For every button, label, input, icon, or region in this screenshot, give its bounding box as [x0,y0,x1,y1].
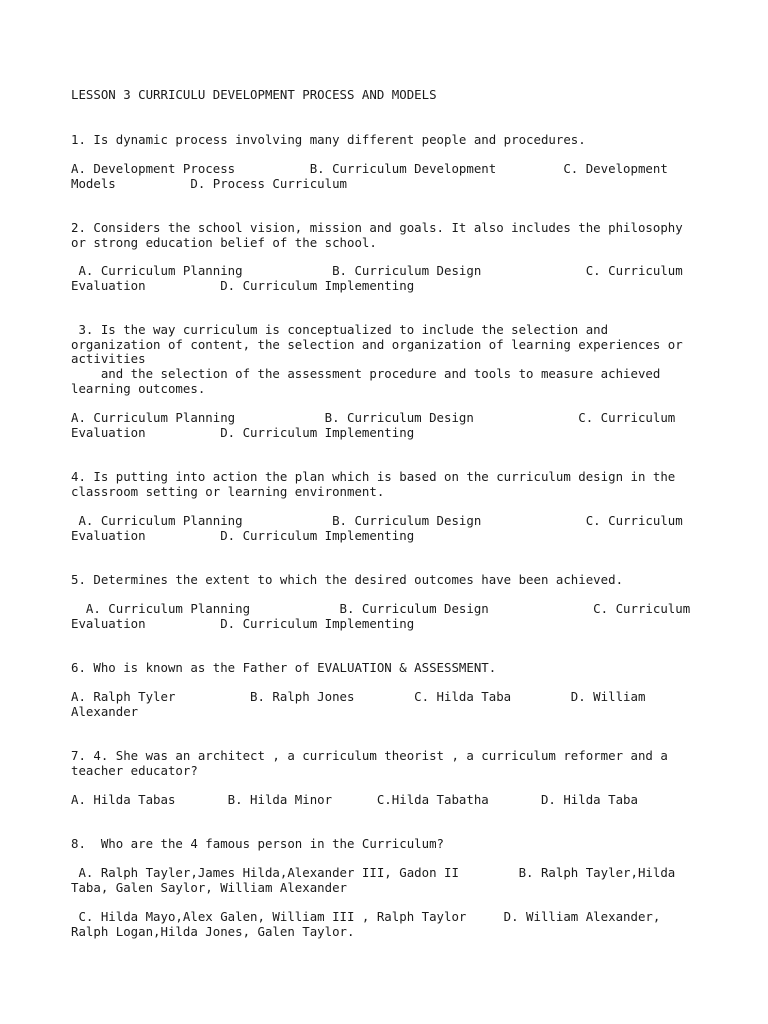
q5-choices-line-1: A. Curriculum Planning B. Curriculum Design C. Curriculum [71,601,691,616]
q1-question-line-1: 1. Is dynamic process involving many different people and procedures. [71,132,586,147]
q3-question-line-2: organization of content, the selection and organization of learning experiences or [71,337,683,352]
q4-question-line-2: classroom setting or learning environment. [71,484,385,499]
q3-choices-line-1: A. Curriculum Planning B. Curriculum Design C. Curriculum [71,410,676,425]
q4-question-line-1: 4. Is putting into action the plan which is based on the curriculum design in the [71,469,676,484]
q8-question-line-1: 8. Who are the 4 famous person in the Curriculum? [71,836,444,851]
q6-choices-line-1: A. Ralph Tyler B. Ralph Jones C. Hilda Taba D. William [71,689,646,704]
q1-choices-line-1: A. Development Process B. Curriculum Development C. Development [71,161,668,176]
q5-choices-line-2: Evaluation D. Curriculum Implementing [71,616,415,631]
q3-question-line-3: activities [71,351,146,366]
q4-choices-line-1: A. Curriculum Planning B. Curriculum Design C. Curriculum [71,513,683,528]
q8-choices-line-4: Ralph Logan,Hilda Jones, Galen Taylor. [71,924,355,939]
q2-question-line-2: or strong education belief of the school. [71,235,377,250]
q5-question-line-1: 5. Determines the extent to which the desired outcomes have been achieved. [71,572,624,587]
q3-question-line-5: learning outcomes. [71,381,206,396]
document-title: LESSON 3 CURRICULU DEVELOPMENT PROCESS AND MODELS [71,87,437,102]
q6-choices-line-2: Alexander [71,704,139,719]
q7-question-line-2: teacher educator? [71,763,198,778]
q6-question-line-1: 6. Who is known as the Father of EVALUATION & ASSESSMENT. [71,660,497,675]
q8-choices-line-3: C. Hilda Mayo,Alex Galen, William III , Ralph Taylor D. William Alexander, [71,909,661,924]
q3-question-line-4: and the selection of the assessment procedure and tools to measure achieved [71,366,661,381]
q2-choices-line-2: Evaluation D. Curriculum Implementing [71,278,415,293]
q3-question-line-1: 3. Is the way curriculum is conceptualized to include the selection and [71,322,609,337]
q7-question-line-1: 7. 4. She was an architect , a curriculum theorist , a curriculum reformer and a [71,748,668,763]
q4-choices-line-2: Evaluation D. Curriculum Implementing [71,528,415,543]
q8-choices-line-1: A. Ralph Tayler,James Hilda,Alexander III, Gadon II B. Ralph Tayler,Hilda [71,865,676,880]
q2-choices-line-1: A. Curriculum Planning B. Curriculum Design C. Curriculum [71,263,683,278]
q1-choices-line-2: Models D. Process Curriculum [71,176,348,191]
q8-choices-line-2: Taba, Galen Saylor, William Alexander [71,880,348,895]
q2-question-line-1: 2. Considers the school vision, mission and goals. It also includes the philosophy [71,220,683,235]
q3-choices-line-2: Evaluation D. Curriculum Implementing [71,425,415,440]
q7-choices-line-1: A. Hilda Tabas B. Hilda Minor C.Hilda Tabatha D. Hilda Taba [71,792,638,807]
